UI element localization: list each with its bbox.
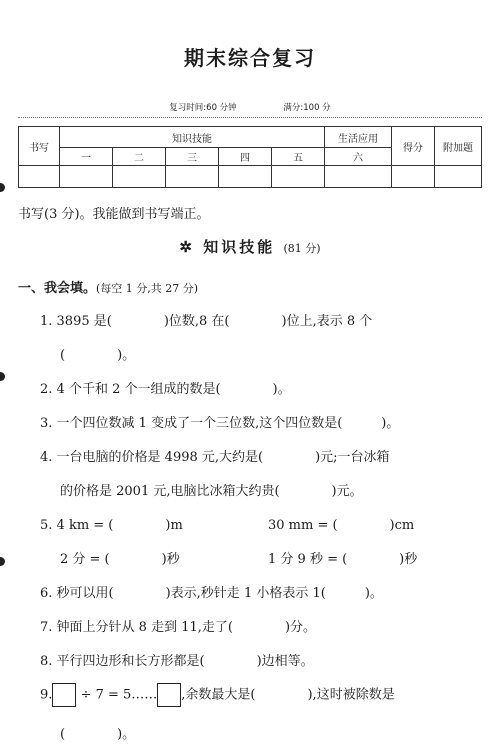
question-5a-left: 5. 4 km = ( )m xyxy=(40,518,183,533)
full-score: 满分:100 分 xyxy=(283,103,331,113)
question-1: 1. 3895 是( )位数,8 在( )位上,表示 8 个 xyxy=(40,314,373,329)
col-5: 五 xyxy=(272,148,325,166)
header-score: 得分 xyxy=(392,127,435,166)
score-cell[interactable] xyxy=(19,166,60,188)
section-title: 知识技能 xyxy=(203,238,276,256)
question-2: 2. 4 个千和 2 个一组成的数是( )。 xyxy=(40,382,291,397)
question-5b-right: 1 分 9 秒 = ( )秒 xyxy=(268,552,418,567)
header-skills: 知识技能 xyxy=(60,127,325,148)
col-6: 六 xyxy=(325,148,392,166)
punch-hole xyxy=(0,372,5,381)
question-7: 7. 钟面上分针从 8 走到 11,走了( )分。 xyxy=(40,620,317,635)
header-life: 生活应用 xyxy=(325,127,392,148)
score-cell[interactable] xyxy=(325,166,392,188)
question-9 xyxy=(40,683,395,707)
question-5a-right: 30 mm = ( )cm xyxy=(268,518,415,533)
header-bonus: 附加题 xyxy=(435,127,482,166)
dividend-box[interactable] xyxy=(52,683,76,707)
q9-text: ,余数最大是( ),这时被除数是 xyxy=(181,687,395,703)
score-table xyxy=(18,126,482,188)
page-title: 期末综合复习 xyxy=(184,46,316,70)
score-cell[interactable] xyxy=(392,166,435,188)
score-cell[interactable] xyxy=(272,166,325,188)
part1-heading xyxy=(18,277,198,296)
question-8: 8. 平行四边形和长方形都是( )边相等。 xyxy=(40,654,314,669)
question-9-cont: ( )。 xyxy=(60,727,136,742)
col-3: 三 xyxy=(166,148,219,166)
question-3: 3. 一个四位数减 1 变成了一个三位数,这个四位数是( )。 xyxy=(40,416,400,431)
part1-note: (每空 1 分,共 27 分) xyxy=(96,282,199,295)
question-4: 4. 一台电脑的价格是 4998 元,大约是( )元;一台冰箱 xyxy=(40,450,390,465)
score-cell[interactable] xyxy=(60,166,113,188)
header-writing: 书写 xyxy=(19,127,60,166)
question-6: 6. 秒可以用( )表示,秒针走 1 小格表示 1( )。 xyxy=(40,586,383,601)
score-cell[interactable] xyxy=(435,166,482,188)
remainder-box[interactable] xyxy=(157,683,181,707)
q9-number: 9. xyxy=(40,687,53,703)
col-1: 一 xyxy=(60,148,113,166)
question-1-cont: ( )。 xyxy=(60,348,136,363)
section-heading xyxy=(0,236,500,257)
col-4: 四 xyxy=(219,148,272,166)
punch-hole xyxy=(0,183,5,192)
col-2: 二 xyxy=(113,148,166,166)
score-cell[interactable] xyxy=(113,166,166,188)
exam-info xyxy=(0,101,500,113)
review-time: 复习时间:60 分钟 xyxy=(169,103,237,113)
snowflake-icon: ✲ xyxy=(179,238,195,256)
part1-label: 一、我会填。 xyxy=(18,281,97,296)
question-4-cont: 的价格是 2001 元,电脑比冰箱大约贵( )元。 xyxy=(60,484,363,499)
section-points: (81 分) xyxy=(283,242,321,255)
score-cell[interactable] xyxy=(219,166,272,188)
punch-hole xyxy=(0,557,5,566)
divider xyxy=(18,117,482,118)
score-cell[interactable] xyxy=(166,166,219,188)
q9-equation: ÷ 7 = 5…… xyxy=(80,687,158,703)
writing-line: 书写(3 分)。我能做到书写端正。 xyxy=(18,207,210,222)
question-5b-left: 2 分 = ( )秒 xyxy=(60,552,180,567)
